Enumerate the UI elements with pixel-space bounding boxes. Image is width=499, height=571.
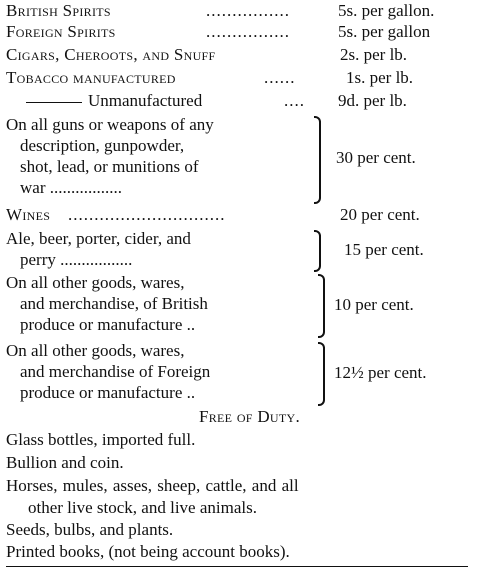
brace-icon [314, 116, 321, 204]
bottom-rule [6, 566, 468, 567]
group-line: On all other goods, wares, [6, 341, 185, 360]
brace-icon [318, 274, 325, 338]
group-line: produce or manufacture .. [20, 315, 196, 334]
group-rate: 10 per cent. [334, 295, 414, 314]
leader-dots: ................ [206, 1, 290, 20]
duty-rate: 9d. per lb. [338, 91, 407, 110]
free-item: Horses, mules, asses, sheep, cattle, and all [6, 476, 299, 495]
free-item: Bullion and coin. [6, 453, 124, 472]
leader-dots: .............................. [68, 205, 226, 224]
duty-row-british-spirits [6, 0, 495, 21]
group-line: perry ................. [20, 250, 133, 269]
duty-row-tobacco-manufactured [6, 67, 495, 88]
group-line: shot, lead, or munitions of [20, 157, 199, 176]
duty-group-british-goods [6, 272, 496, 338]
duty-rate: 20 per cent. [340, 205, 420, 224]
group-line: On all other goods, wares, [6, 273, 185, 292]
free-item: Seeds, bulbs, and plants. [6, 520, 174, 539]
duty-group-guns [6, 114, 496, 204]
brace-icon [314, 230, 321, 272]
duty-group-foreign-goods [6, 340, 496, 406]
duty-row-cigars [6, 44, 495, 65]
duty-rate: 1s. per lb. [346, 68, 414, 87]
duty-item-wrap [6, 90, 202, 111]
duty-rate: 2s. per lb. [340, 45, 408, 64]
duty-item: Cigars, Cheroots, and Snuff [6, 45, 216, 64]
duty-row-tobacco-unmanufactured [6, 90, 495, 111]
group-line: and merchandise, of British [20, 294, 208, 313]
duty-item: Wines [6, 205, 51, 224]
group-rate: 15 per cent. [344, 240, 424, 259]
free-item: Printed books, (not being account books). [6, 542, 290, 561]
duty-item: Unmanufactured [88, 91, 203, 110]
leader-dots: ...... [264, 68, 296, 87]
group-line: produce or manufacture .. [20, 383, 196, 402]
group-line: war ................. [20, 178, 122, 197]
duty-rate: 5s. per gallon. [338, 1, 435, 20]
group-rate: 12½ per cent. [334, 363, 427, 382]
ditto-dash [26, 102, 82, 103]
duty-group-ale [6, 228, 496, 272]
free-of-duty-heading: Free of Duty. [198, 407, 301, 426]
duty-rate: 5s. per gallon [338, 22, 431, 41]
duty-item: Tobacco manufactured [6, 68, 176, 87]
group-rate: 30 per cent. [336, 148, 416, 167]
leader-dots: .... [284, 91, 305, 110]
duty-item: British Spirits [6, 1, 111, 20]
free-item: Glass bottles, imported full. [6, 430, 196, 449]
group-line: and merchandise of Foreign [20, 362, 211, 381]
leader-dots: ................ [206, 22, 290, 41]
brace-icon [318, 342, 325, 406]
group-line: On all guns or weapons of any [6, 115, 214, 134]
duty-row-foreign-spirits [6, 21, 495, 42]
group-line: Ale, beer, porter, cider, and [6, 229, 191, 248]
duty-row-wines [6, 204, 495, 225]
group-line: description, gunpowder, [20, 136, 185, 155]
free-item: other live stock, and live animals. [28, 498, 257, 517]
duty-item: Foreign Spirits [6, 22, 116, 41]
